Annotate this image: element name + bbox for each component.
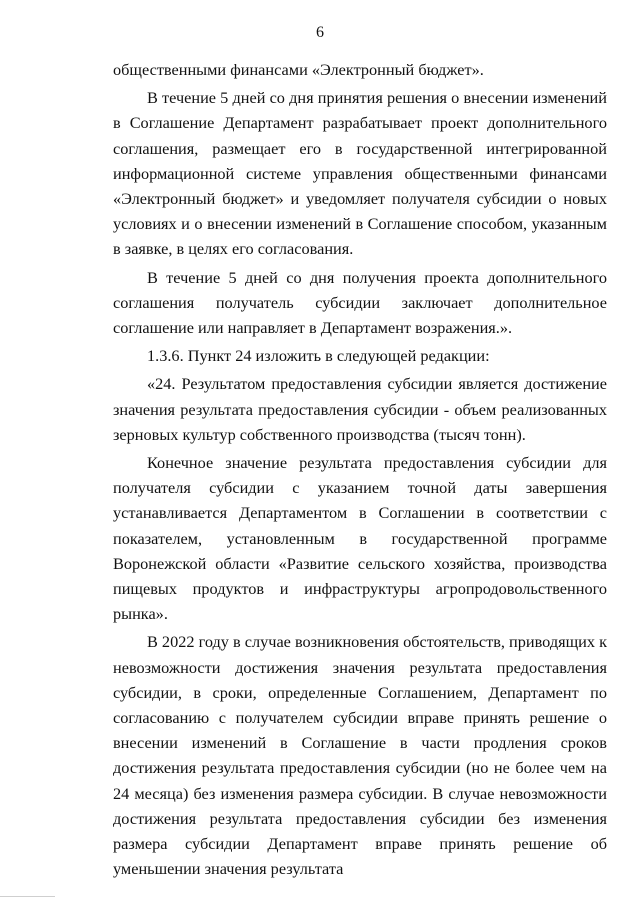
page-number: 6 xyxy=(316,24,324,41)
paragraph-final-value: Конечное значение результата предоставления субсидии для получателя субсидии с указанием точной даты завершения устанавливается Департаментом в Соглашении в соответствии с показателем, установленным в государственной программе Воронежской области «Развитие сельского хозяйства, производства пищевых продуктов и инфраструктуры агропродовольственного рынка». xyxy=(113,453,607,624)
paragraph-point-24: «24. Результатом предоставления субсидии является достижение значения результата предоставления субсидии - объем реализованных зерновых культур собственного производства (тысяч тонн). xyxy=(113,374,607,444)
paragraph-clause-1-3-6: 1.3.6. Пункт 24 изложить в следующей редакции: xyxy=(147,346,490,366)
paragraph-agreement-changes: В течение 5 дней со дня принятия решения о внесении изменений в Соглашение Департамент разрабатывает проект дополнительного соглашения, размещает его в государственной интегрированной информационной системе управления общественными финансами «Электронный бюджет» и уведомляет получателя субсидии о новых условиях и о внесении изменений в Соглашение способом, указанным в заявке, в целях его согласования. xyxy=(113,88,607,259)
paragraph-2022-circumstances: В 2022 году в случае возникновения обстоятельств, приводящих к невозможности достижения значения результата предоставления субсидии, в сроки, определенные Соглашением, Департамент по согласованию с получателем субсидии вправе принять решение о внесении изменений в Соглашение в части продления сроков достижения результата предоставления субсидии (но не более чем на 24 месяца) без изменения размера субсидии. В случае невозможности достижения результата предоставления субсидии без изменения размера субсидии Департамент вправе принять решение об уменьшении значения результата xyxy=(113,632,607,879)
paragraph-additional-agreement: В течение 5 дней со дня получения проекта дополнительного соглашения получатель субсидии заключает дополнительное соглашение или направляет в Департамент возражения.». xyxy=(113,267,607,338)
document-body xyxy=(113,57,607,882)
paragraph-continuation: общественными финансами «Электронный бюджет». xyxy=(113,60,484,79)
footer-rule xyxy=(0,896,55,897)
